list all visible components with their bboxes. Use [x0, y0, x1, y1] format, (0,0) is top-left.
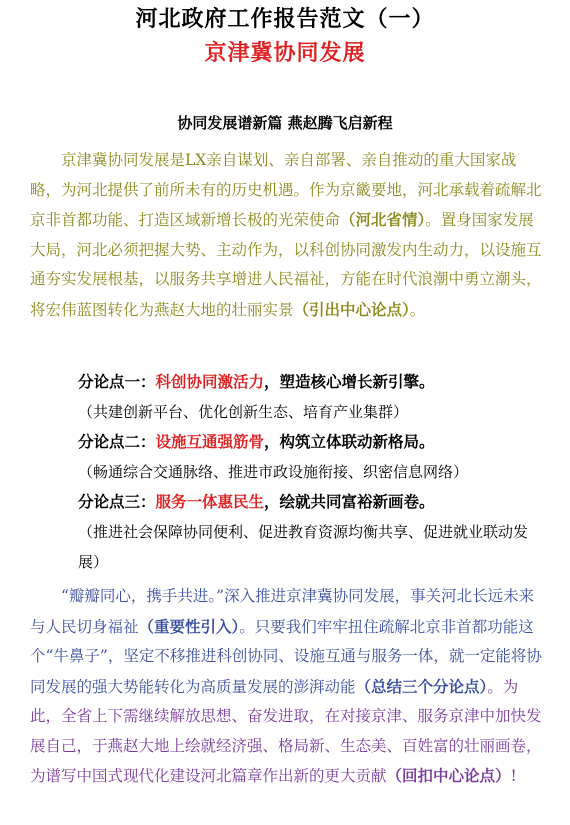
sub-point-1 — [78, 370, 435, 392]
conclusion-text-b: 。只要我们牢牢扭住疏解北京非首都功能这个“牛鼻子”，坚定不移推进科创协同、设施互通与服务一体，就一定能将协同发展的强大势能转化为高质量发展的澎湃动能 — [30, 617, 542, 696]
sub-point-3 — [78, 490, 435, 512]
intro-text-b: 。置身国家发展大局，河北必须把握大势、主动作为，以科创协同激发内生动力，以设施互通夯实发展根基，以服务共享增进人民福祉，方能在时代浪潮中勇立潮头，将宏伟蓝图转化为燕赵大地的壮丽实景 — [30, 211, 542, 319]
sub-point-1-detail: （共建创新平台、优化创新生态、培育产业集群） — [78, 403, 409, 421]
document-subtitle: 京津冀协同发展 — [204, 40, 366, 66]
conclusion-paragraph — [30, 582, 545, 792]
sub-point-2-suffix: ，构筑立体联动新格局。 — [264, 432, 435, 451]
essay-heading: 协同发展谱新篇 燕赵腾飞启新程 — [177, 114, 393, 132]
document-title: 河北政府工作报告范文（一） — [135, 6, 435, 32]
sub-point-3-detail: （推进社会保障协同便利、促进教育资源均衡共享、促进就业联动发展） — [78, 523, 529, 571]
sub-point-3-suffix: ，绘就共同富裕新画卷。 — [264, 492, 435, 511]
intro-text-a: 京津冀协同发展是LX亲自谋划、亲自部署、亲自推动的重大国家战略，为河北提供了前所未有的历史机遇。作为京畿要地，河北承载着疏解北京非首都功能、打造区域新增长极的光荣使命 — [30, 151, 542, 229]
sub-point-2 — [78, 430, 435, 452]
conclusion-text-a: “瓣瓣同心，携手共进。”深入推进京津冀协同发展，事关河北长远未来与人民切身福祉 — [30, 587, 535, 636]
conclusion-tag-c: （回扣中心论点） — [386, 766, 511, 785]
intro-paragraph — [30, 146, 545, 325]
sub-point-3-highlight: 服务一体惠民生 — [155, 492, 265, 511]
intro-tag-b: （引出中心论点） — [293, 299, 410, 319]
intro-text-c: 。 — [409, 300, 426, 319]
sub-point-2-detail: （畅通综合交通脉络、推进市政设施衔接、织密信息网络） — [78, 463, 469, 481]
conclusion-tag-b: （总结三个分论点） — [355, 676, 488, 696]
conclusion-tag-a: （重要性引入） — [138, 616, 240, 636]
sub-point-1-prefix: 分论点一： — [78, 372, 156, 391]
sub-point-1-suffix: ，塑造核心增长新引擎。 — [264, 372, 435, 391]
intro-tag-a: （河北省情） — [340, 210, 426, 229]
sub-point-2-highlight: 设施互通强筋骨 — [155, 432, 265, 451]
conclusion-text-d: ! — [510, 767, 517, 785]
sub-point-2-prefix: 分论点二： — [78, 432, 156, 451]
sub-point-3-prefix: 分论点三： — [78, 492, 156, 511]
sub-point-1-highlight: 科创协同激活力 — [155, 372, 265, 391]
conclusion-text-c: 。为此，全省上下需继续解放思想、奋发进取，在对接京津、服务京津中加快发展自己，于燕赵大地上绘就经济强、格局新、生态美、百姓富的壮丽画卷，为谱写中国式现代化建设河北篇章作出新的更大贡献 — [30, 677, 542, 785]
